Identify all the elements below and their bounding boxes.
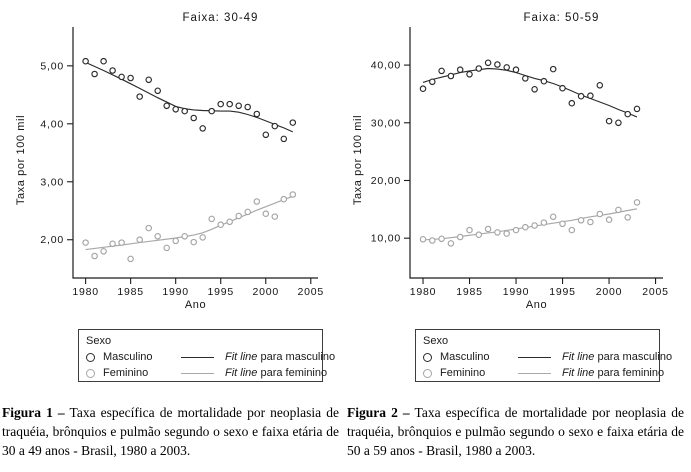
x-tick-label: 2005 xyxy=(642,286,669,298)
data-point-masculino xyxy=(523,76,528,81)
data-point-feminino xyxy=(597,211,602,216)
data-point-masculino xyxy=(182,108,187,113)
data-point-feminino xyxy=(200,235,205,240)
data-point-feminino xyxy=(541,220,546,225)
fit-line-female-label: Fit line para feminino xyxy=(225,367,328,379)
x-tick-label: 1995 xyxy=(549,286,576,298)
data-point-masculino xyxy=(254,111,259,116)
female-fitline-sample xyxy=(518,373,551,374)
legend-header: Sexo xyxy=(423,335,449,347)
y-tick-label: 30,00 xyxy=(370,117,401,130)
data-point-masculino xyxy=(578,94,583,99)
data-point-masculino xyxy=(263,132,268,137)
data-point-masculino xyxy=(290,120,295,125)
figure-caption-2: Figura 2 – Taxa específica de mortalidade por neoplasia de traquéia, brônquios e pulmão segundo o sexo e faixa etária de 50 a 59 anos - Brasil, 1980 a 2003. xyxy=(347,405,684,459)
y-tick-label: 40,00 xyxy=(370,59,401,72)
data-point-feminino xyxy=(485,226,490,231)
fit-line-female-label: Fit line para feminino xyxy=(562,367,665,379)
data-point-feminino xyxy=(634,200,639,205)
data-point-masculino xyxy=(448,73,453,78)
data-point-feminino xyxy=(209,216,214,221)
data-point-feminino xyxy=(236,213,241,218)
data-point-feminino xyxy=(430,238,435,243)
data-point-feminino xyxy=(182,234,187,239)
chart-faixa-50-59 xyxy=(346,0,691,312)
data-point-feminino xyxy=(83,240,88,245)
x-tick-label: 1985 xyxy=(117,286,144,298)
x-axis-label: Ano xyxy=(525,299,548,311)
legend-box xyxy=(78,329,336,382)
data-point-feminino xyxy=(137,237,142,242)
data-point-masculino xyxy=(110,68,115,73)
data-point-masculino xyxy=(430,79,435,84)
data-point-masculino xyxy=(513,67,518,72)
data-point-masculino xyxy=(119,74,124,79)
data-point-feminino xyxy=(439,236,444,241)
data-point-masculino xyxy=(245,104,250,109)
data-point-feminino xyxy=(119,240,124,245)
data-point-feminino xyxy=(191,239,196,244)
x-tick-label: 2005 xyxy=(297,286,325,298)
data-point-feminino xyxy=(578,218,583,223)
data-point-feminino xyxy=(263,211,268,216)
data-point-feminino xyxy=(290,192,295,197)
legend-row-female xyxy=(86,365,328,381)
data-point-masculino xyxy=(616,120,621,125)
data-point-masculino xyxy=(588,93,593,98)
female-marker-icon xyxy=(86,369,95,378)
data-point-masculino xyxy=(420,86,425,91)
data-point-masculino xyxy=(218,101,223,106)
y-tick-label: 3,00 xyxy=(40,176,64,189)
data-point-feminino xyxy=(560,221,565,226)
x-tick-label: 1980 xyxy=(409,286,437,298)
data-point-feminino xyxy=(476,232,481,237)
y-tick-label: 5,00 xyxy=(40,60,64,73)
x-tick-label: 1990 xyxy=(162,286,189,298)
y-axis-label: Taxa por 100 mil xyxy=(15,114,27,206)
figure-panel-2 xyxy=(346,0,691,460)
data-point-masculino xyxy=(146,77,151,82)
data-point-feminino xyxy=(173,238,178,243)
data-point-masculino xyxy=(173,107,178,112)
x-tick-label: 1980 xyxy=(72,286,99,298)
data-point-feminino xyxy=(569,227,574,232)
data-point-feminino xyxy=(128,256,133,261)
legend-header: Sexo xyxy=(86,335,112,347)
data-point-feminino xyxy=(448,241,453,246)
data-point-feminino xyxy=(616,207,621,212)
data-point-masculino xyxy=(200,126,205,131)
legend-row-female xyxy=(423,365,665,381)
figure-caption-1: Figura 1 – Taxa específica de mortalidade por neoplasia de traquéia, brônquios e pulmão segundo o sexo e faixa etária de 30 a 49 anos - Brasil, 1980 a 2003. xyxy=(2,405,339,459)
male-marker-icon xyxy=(86,353,95,362)
data-point-masculino xyxy=(625,111,630,116)
data-point-feminino xyxy=(281,197,286,202)
data-point-masculino xyxy=(272,123,277,128)
chart-title: Faixa: 50-59 xyxy=(523,12,600,24)
data-point-masculino xyxy=(155,88,160,93)
data-point-feminino xyxy=(458,234,463,239)
data-point-masculino xyxy=(164,103,169,108)
data-point-feminino xyxy=(155,234,160,239)
male-label: Masculino xyxy=(440,351,490,363)
y-tick-label: 2,00 xyxy=(40,234,64,247)
data-point-feminino xyxy=(92,253,97,258)
x-tick-label: 2000 xyxy=(595,286,623,298)
data-point-feminino xyxy=(101,249,106,254)
axes xyxy=(410,27,663,278)
data-point-masculino xyxy=(551,66,556,71)
fit-line-masculino xyxy=(86,62,293,131)
data-point-feminino xyxy=(504,231,509,236)
x-tick-label: 1990 xyxy=(502,286,530,298)
female-fitline-sample xyxy=(181,373,214,374)
data-point-feminino xyxy=(245,209,250,214)
female-marker-icon xyxy=(423,369,432,378)
fit-line-feminino xyxy=(86,196,293,249)
data-point-feminino xyxy=(254,199,259,204)
x-axis-label: Ano xyxy=(184,299,207,311)
data-point-masculino xyxy=(485,60,490,65)
y-tick-label: 10,00 xyxy=(370,232,401,245)
male-marker-icon xyxy=(423,353,432,362)
y-axis-label: Taxa por 100 mil xyxy=(352,114,364,206)
data-point-masculino xyxy=(541,79,546,84)
data-point-masculino xyxy=(458,67,463,72)
data-point-masculino xyxy=(137,94,142,99)
fit-line-male-label: Fit line para masculino xyxy=(562,351,673,363)
data-point-masculino xyxy=(209,108,214,113)
data-point-masculino xyxy=(560,86,565,91)
male-fitline-sample xyxy=(518,357,551,358)
data-point-feminino xyxy=(523,225,528,230)
y-tick-label: 20,00 xyxy=(370,174,401,187)
data-point-masculino xyxy=(476,66,481,71)
data-point-feminino xyxy=(146,225,151,230)
data-point-feminino xyxy=(420,237,425,242)
data-point-feminino xyxy=(625,215,630,220)
data-point-masculino xyxy=(191,115,196,120)
data-point-feminino xyxy=(551,214,556,219)
data-point-feminino xyxy=(495,230,500,235)
data-point-masculino xyxy=(495,62,500,67)
fit-line-masculino xyxy=(423,69,637,118)
data-point-masculino xyxy=(467,72,472,77)
data-point-feminino xyxy=(467,227,472,232)
data-point-feminino xyxy=(227,219,232,224)
data-point-feminino xyxy=(606,217,611,222)
fit-line-feminino xyxy=(423,209,637,240)
data-point-feminino xyxy=(513,227,518,232)
data-point-masculino xyxy=(634,106,639,111)
data-point-masculino xyxy=(227,101,232,106)
chart-faixa-30-49 xyxy=(0,0,345,312)
legend-row-male xyxy=(86,349,336,365)
data-point-masculino xyxy=(439,68,444,73)
data-point-masculino xyxy=(597,83,602,88)
legend-row-male xyxy=(423,349,673,365)
female-label: Feminino xyxy=(440,367,486,379)
data-point-masculino xyxy=(128,75,133,80)
data-point-masculino xyxy=(281,136,286,141)
data-point-feminino xyxy=(588,219,593,224)
y-tick-label: 4,00 xyxy=(40,118,64,131)
figure-panel-1 xyxy=(0,0,345,460)
male-label: Masculino xyxy=(103,351,153,363)
fit-line-male-label: Fit line para masculino xyxy=(225,351,336,363)
chart-title: Faixa: 30-49 xyxy=(182,12,259,24)
data-point-feminino xyxy=(164,245,169,250)
data-point-feminino xyxy=(272,214,277,219)
data-point-masculino xyxy=(236,103,241,108)
data-point-masculino xyxy=(92,71,97,76)
data-point-masculino xyxy=(101,59,106,64)
data-point-masculino xyxy=(83,59,88,64)
data-point-feminino xyxy=(110,241,115,246)
x-tick-label: 1985 xyxy=(456,286,483,298)
data-point-feminino xyxy=(532,223,537,228)
female-label: Feminino xyxy=(103,367,149,379)
data-point-masculino xyxy=(532,87,537,92)
data-point-feminino xyxy=(218,222,223,227)
data-point-masculino xyxy=(606,118,611,123)
male-fitline-sample xyxy=(181,357,214,358)
data-point-masculino xyxy=(569,101,574,106)
x-tick-label: 2000 xyxy=(252,286,280,298)
data-point-masculino xyxy=(504,65,509,70)
x-tick-label: 1995 xyxy=(207,286,235,298)
legend-box xyxy=(415,329,673,382)
